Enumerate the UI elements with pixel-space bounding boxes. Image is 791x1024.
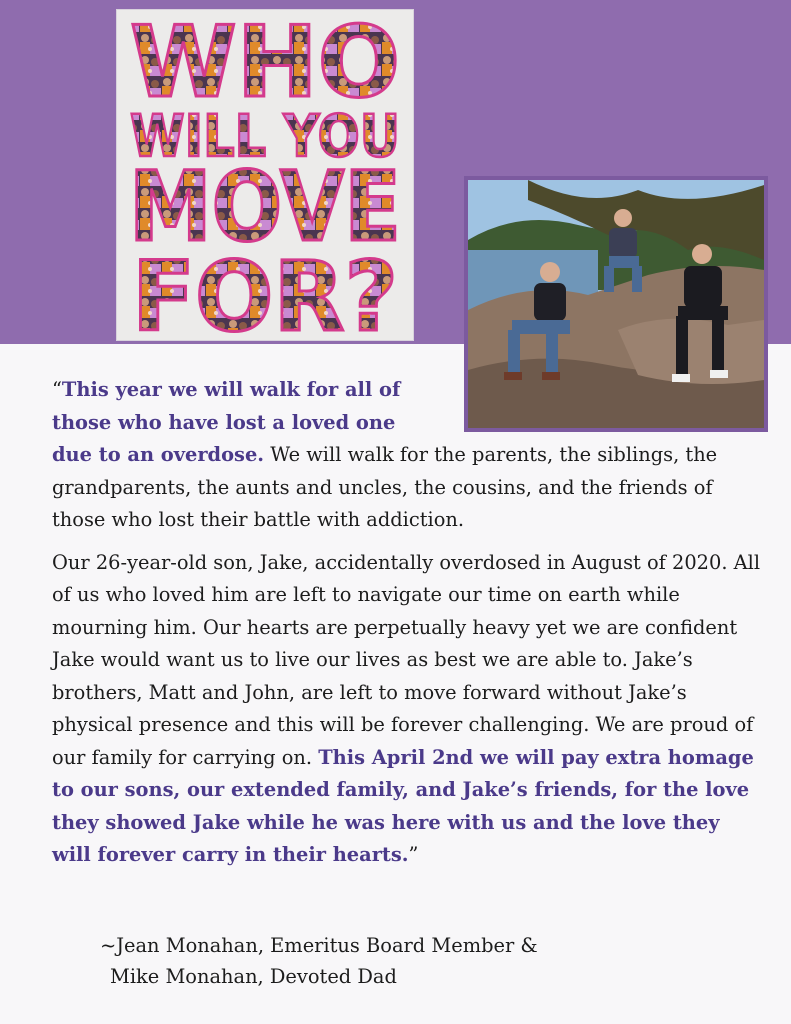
poster-line-will-you: WILL YOU [130, 102, 400, 170]
jake-story: Our 26-year-old son, Jake, accidentally overdosed in August of 2020. All of us who loved him are left to navigate our time on earth while mourning him. Our hearts are perpetually heavy yet we are confident Jake would want us to live our lives as best we are able to. Jake’s brothers, Matt and John, are left to move forward without Jake’s physical presence and this will be forever challenging. We are proud of our family for carrying on. [52, 550, 761, 769]
signature [100, 930, 538, 992]
paragraph-2 [52, 547, 762, 872]
close-quote: ” [408, 843, 419, 866]
signature-line-1: ~Jean Monahan, Emeritus Board Member & [100, 934, 538, 957]
walk-statement-continued: We will walk for the parents, the siblings, the grandparents, the aunts and uncles, the cousins, and the friends of those who lost their battle with addiction. [52, 443, 718, 531]
emphasis-april-homage: This April 2nd we will pay extra homage to our sons, our extended family, and Jake’s friends, for the love they showed Jake while he was here with us and the love they will forever carry in their hearts. [52, 745, 754, 866]
article-body [52, 374, 762, 872]
who-will-you-move-for-poster [116, 6, 414, 353]
open-quote: “ [52, 378, 62, 401]
signature-line-2: Mike Monahan, Devoted Dad [110, 965, 397, 988]
poster-line-for: FOR? [132, 241, 398, 353]
emphasis-walk-statement: This year we will walk for all of those who have lost a loved one due to an overdose. [52, 378, 401, 466]
poster-line-move: MOVE [129, 151, 401, 263]
paragraph-1 [52, 374, 762, 537]
poster-line-who: WHO [130, 6, 400, 120]
